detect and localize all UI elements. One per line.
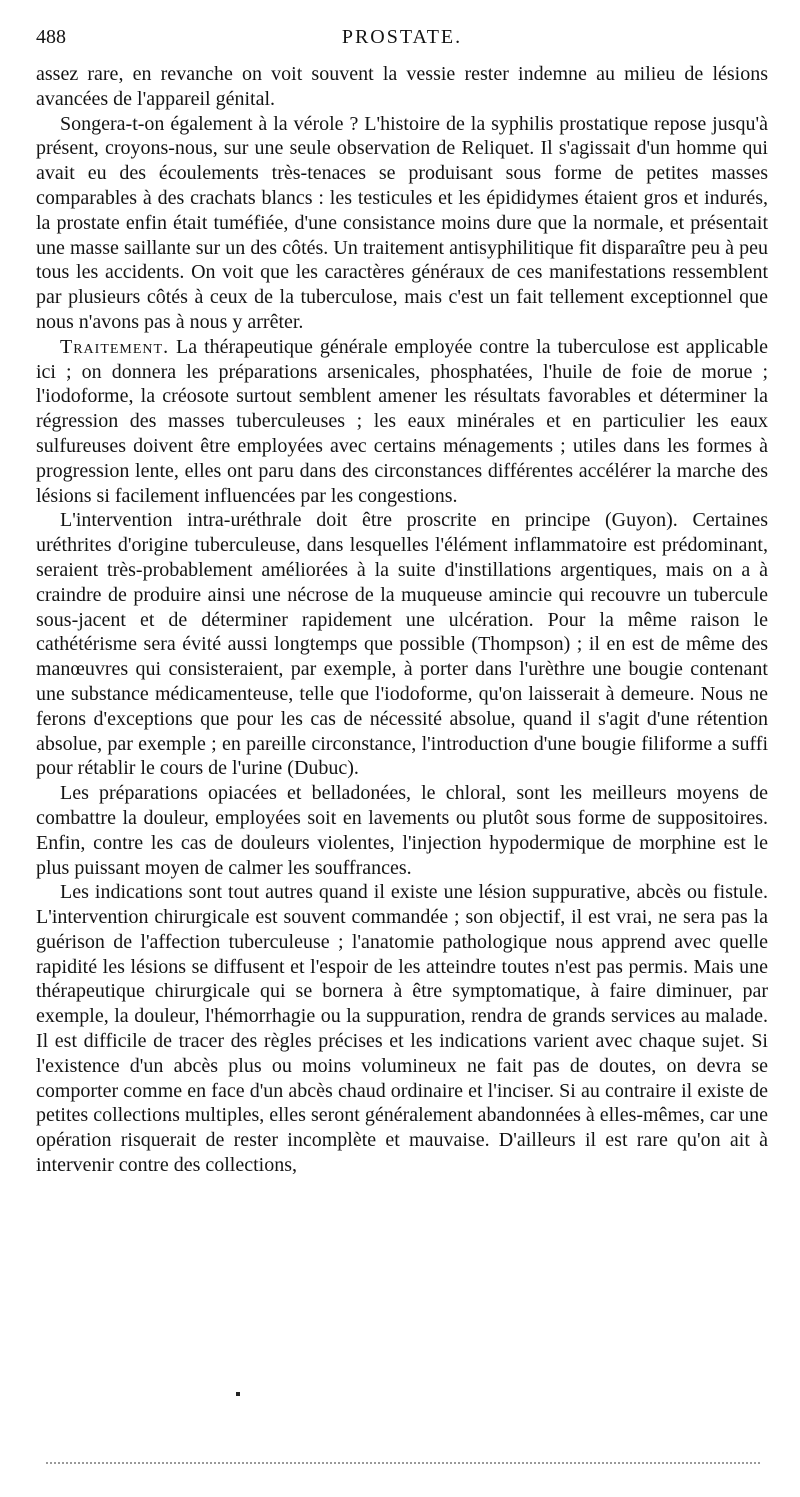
body-text (36, 62, 768, 1178)
bottom-dotted-rule (46, 1462, 760, 1464)
paragraph-syphilis (36, 112, 768, 335)
paragraph-text: Songera-t-on également à la vérole ? L'histoire de la syphilis prostatique repose jusqu'à présent, croyons-nous, sur une seule observation de Reliquet. Il s'agissait d'un homme qui avait eu des écoulements très-tenaces se produisant sous forme de petites masses comparables à des crachats blancs : les testicules et les épididymes étaient gros et indurés, la prostate enfin était tuméfiée, d'une consistance moins dure que la normale, et présentait une masse saillante sur un des côtés. Un traitement antisyphilitique fit disparaître peu à peu tous les accidents. On voit que les caractères généraux de ces manifestations ressemblent par plusieurs côtés à ceux de la tuberculose, mais c'est un fait tellement exceptionnel que nous n'avons pas à nous y arrêter. (36, 112, 768, 333)
page-header (36, 26, 768, 52)
paragraph-traitement (36, 335, 768, 509)
book-page (36, 26, 768, 1178)
paragraph-text: assez rare, en revanche on voit souvent la vessie rester indemne au milieu de lésions avancées de l'appareil génital. (36, 63, 768, 110)
paragraph-text: La thérapeutique générale employée contre la tuberculose est applicable ici ; on donnera les préparations arsenicales, phosphatées, l'huile de foie de morue ; l'iodoforme, la créosote surtout semblent amener les résultats favorables et déterminer la régression des masses tuberculeuses ; les eaux minérales et en particulier les eaux sulfureuses doivent être employées avec certains ménagements ; utiles dans les formes à progression lente, elles ont paru dans des circonstances différentes accélérer la marche des lésions si facilement influencées par les congestions. (36, 335, 768, 507)
page-number: 488 (36, 26, 66, 48)
section-lead: Traitement. (60, 335, 170, 358)
print-speck (236, 1392, 240, 1396)
paragraph-intervention (36, 508, 768, 781)
paragraph-douleur (36, 781, 768, 880)
paragraph-text: Les préparations opiacées et belladonées, le chloral, sont les meilleurs moyens de combattre la douleur, employées soit en lavements ou plutôt sous forme de suppositoires. Enfin, contre les cas de douleurs violentes, l'injection hypodermique de morphine est le plus puissant moyen de calmer les souffrances. (36, 782, 768, 879)
paragraph-text: Les indications sont tout autres quand il existe une lésion suppurative, abcès ou fistule. L'intervention chirurgicale est souvent commandée ; son objectif, il est vrai, ne sera pas la guérison de l'affection tuberculeuse ; l'anatomie pathologique nous apprend avec quelle rapidité les lésions se diffusent et l'espoir de les atteindre toutes n'est pas permis. Mais une thérapeutique chirurgicale qui se bornera à être symptomatique, à faire diminuer, par exemple, la douleur, l'hémorrhagie ou la suppuration, rendra de grands services au malade. Il est difficile de tracer des règles précises et les indications varient avec chaque sujet. Si l'existence d'un abcès plus ou moins volumineux ne fait pas de doutes, on devra se comporter comme en face d'un abcès chaud ordinaire et l'inciser. Si au contraire il existe de petites collections multiples, elles seront généralement abandonnées à elles-mêmes, car une opération risquerait de rester incomplète et mauvaise. D'ailleurs il est rare qu'on ait à intervenir contre des collections, (36, 881, 768, 1177)
paragraph-continuation (36, 62, 768, 112)
running-head: PROSTATE. (341, 26, 463, 48)
paragraph-text: L'intervention intra-uréthrale doit être proscrite en principe (Guyon). Certaines uréthrites d'origine tuberculeuse, dans lesquelles l'élément inflammatoire est prédominant, seraient très-probablement améliorées à la suite d'instillations argentiques, mais on a à craindre de produire ainsi une nécrose de la muqueuse amincie qui recouvre un tubercule sous-jacent et de déterminer rapidement une ulcération. Pour la même raison le cathétérisme sera évité aussi longtemps que possible (Thompson) ; il en est de même des manœuvres qui consisteraient, par exemple, à porter dans l'urèthre une bougie contenant une substance médicamenteuse, telle que l'iodoforme, qu'on laisserait à demeure. Nous ne ferons d'exceptions que pour les cas de nécessité absolue, quand il s'agit d'une rétention absolue, par exemple ; en pareille circonstance, l'introduction d'une bougie filiforme a suffi pour rétablir le cours de l'urine (Dubuc). (36, 509, 768, 780)
paragraph-indications (36, 880, 768, 1178)
